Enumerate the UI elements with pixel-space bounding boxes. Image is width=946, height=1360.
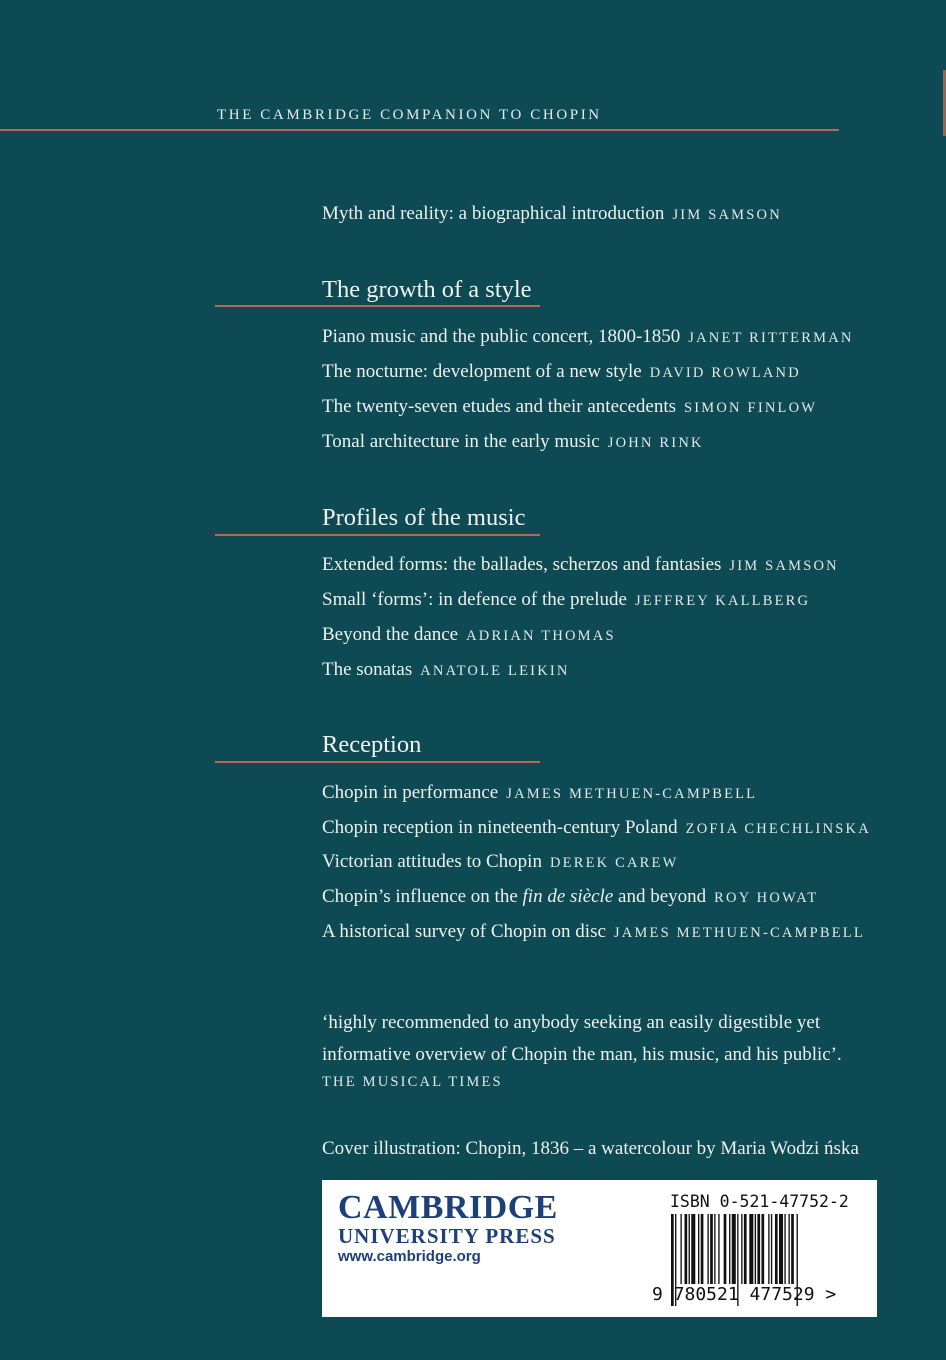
barcode-bar [771, 1214, 772, 1284]
chapter-title-italic: fin de siècle [522, 886, 614, 907]
barcode-bar [689, 1214, 690, 1284]
chapter-author: JIM SAMSON [672, 207, 782, 223]
chapter-title-pre: Chopin’s influence on the [322, 886, 523, 907]
barcode-bar [732, 1214, 736, 1284]
series-title: THE CAMBRIDGE COMPANION TO CHOPIN [217, 107, 602, 123]
cover-credit: Cover illustration: Chopin, 1836 – a watercolour by Maria Wodzi ńska [322, 1138, 859, 1159]
chapter-author: ADRIAN THOMAS [466, 628, 616, 644]
barcode-bar [698, 1214, 699, 1284]
barcode-bar [779, 1214, 783, 1284]
barcode-bar [707, 1214, 708, 1284]
barcode-bar [768, 1214, 769, 1284]
section-heading-reception: Reception [322, 731, 422, 758]
chapter-title: A historical survey of Chopin on disc [322, 921, 606, 942]
barcode-bar [680, 1214, 681, 1284]
imprint-box [322, 1180, 877, 1317]
chapter-title-post: and beyond [613, 886, 707, 907]
chapter-line [322, 659, 570, 681]
barcode-bar [710, 1214, 713, 1284]
publisher-url: www.cambridge.org [338, 1248, 481, 1265]
barcode-bar [757, 1214, 760, 1284]
chapter-title: The sonatas [322, 659, 413, 680]
chapter-author: SIMON FINLOW [684, 400, 818, 416]
barcode-bar [741, 1214, 742, 1284]
review-quote [322, 1007, 882, 1071]
chapter-author: ZOFIA CHECHLINSKA [685, 821, 871, 837]
chapter-title: The twenty-seven etudes and their antecedents [322, 396, 676, 417]
barcode-bar [749, 1214, 753, 1284]
barcode-bar [784, 1214, 785, 1284]
chapter-line [322, 589, 810, 611]
chapter-line [322, 431, 704, 453]
chapter-title: Myth and reality: a biographical introduction [322, 203, 665, 224]
chapter-line [322, 782, 757, 804]
chapter-title: Chopin reception in nineteenth-century Poland [322, 817, 678, 838]
chapter-title: Chopin in performance [322, 782, 499, 803]
section-heading-profiles: Profiles of the music [322, 504, 526, 531]
barcode-bar [685, 1214, 688, 1284]
section-rule-profiles [215, 534, 540, 536]
chapter-line [322, 851, 678, 873]
chapter-author: ANATOLE LEIKIN [420, 663, 570, 679]
review-line-1: ‘highly recommended to anybody seeking an easily digestible yet [322, 1012, 821, 1033]
section-heading-growth: The growth of a style [322, 276, 532, 303]
chapter-line [322, 921, 865, 943]
barcode-bar [791, 1214, 794, 1284]
chapter-title: Beyond the dance [322, 624, 459, 645]
review-source: THE MUSICAL TIMES [322, 1074, 503, 1090]
ean-digits: 9 780521 477529 > [652, 1284, 837, 1305]
section-rule-reception [215, 761, 540, 763]
barcode-bar [701, 1214, 704, 1284]
chapter-author: JANET RITTERMAN [688, 330, 854, 346]
chapter-author: JEFFREY KALLBERG [634, 593, 811, 609]
chapter-title: Tonal architecture in the early music [322, 431, 600, 452]
series-title-rule [0, 129, 839, 131]
chapter-line [322, 361, 801, 383]
chapter-line [322, 886, 818, 908]
barcode-bar [744, 1214, 747, 1284]
chapter-author: JIM SAMSON [729, 558, 839, 574]
publisher-logo-press: UNIVERSITY PRESS [338, 1224, 556, 1248]
review-line-2: informative overview of Chopin the man, his music, and his public’. [322, 1044, 842, 1065]
barcode-bar [729, 1214, 730, 1284]
chapter-title: Victorian attitudes to Chopin [322, 851, 542, 872]
chapter-title: Piano music and the public concert, 1800-1850 [322, 326, 681, 347]
barcode-bar [724, 1214, 727, 1284]
chapter-author: JOHN RINK [607, 435, 704, 451]
chapter-author: DAVID ROWLAND [649, 365, 801, 381]
chapter-line [322, 624, 616, 646]
barcode-bar [755, 1214, 756, 1284]
chapter-line [322, 326, 854, 348]
chapter-author: ROY HOWAT [714, 890, 819, 906]
chapter-title [322, 886, 706, 907]
chapter-author: DEREK CAREW [549, 855, 679, 871]
barcode-bar [714, 1214, 715, 1284]
section-rule-growth [215, 305, 540, 307]
publisher-logo-name: CAMBRIDGE [338, 1189, 558, 1226]
barcode-bar [788, 1214, 789, 1284]
chapter-author: JAMES METHUEN-CAMPBELL [506, 786, 758, 802]
chapter-line [322, 554, 839, 576]
barcode-bar [718, 1214, 719, 1284]
chapter-title: The nocturne: development of a new style [322, 361, 642, 382]
chapter-title: Extended forms: the ballades, scherzos and fantasies [322, 554, 722, 575]
barcode-bar [691, 1214, 695, 1284]
chapter-title: Small ‘forms’: in defence of the prelude [322, 589, 627, 610]
chapter-line [322, 396, 817, 418]
barcode-bar [775, 1214, 778, 1284]
barcode-bar [761, 1214, 764, 1284]
isbn-label: ISBN 0-521-47752-2 [670, 1192, 849, 1211]
intro-chapter [322, 203, 782, 225]
chapter-line [322, 817, 871, 839]
chapter-author: JAMES METHUEN-CAMPBELL [613, 925, 865, 941]
